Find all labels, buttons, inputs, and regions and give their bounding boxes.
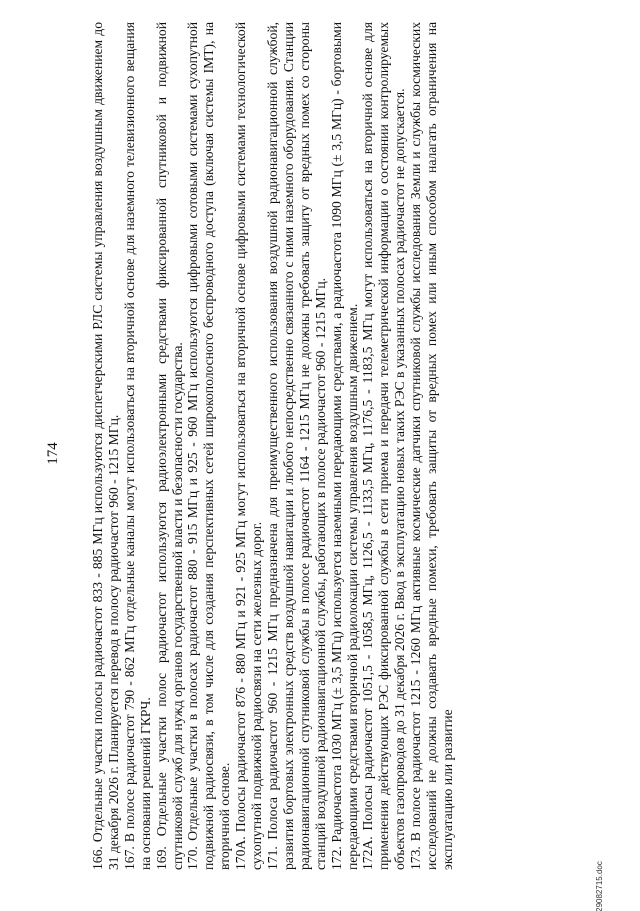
paragraph-170: 170. Отдельные участки в полосах радиочастот 880 - 915 МГц и 925 - 960 МГц используются цифровыми сотовыми системами сухопутной подвижной радиосвязи, в том числе для создания перспективных сетей широкополосного беспроводного доступа (включая системы IMT), на вторичной основе. xyxy=(185,22,233,870)
paragraph-172: 172. Радиочастота 1030 МГц (± 3,5 МГц) используется наземными передающими средствами, а радиочастота 1090 МГц (± 3,5 МГц) - бортовыми передающими средствами вторичной радиолокации системы управления воздушным движением. xyxy=(328,22,360,870)
text-block xyxy=(90,22,593,870)
page-number: 174 xyxy=(44,441,61,465)
paragraph-171: 171. Полоса радиочастот 960 - 1215 МГц предназначена для преимущественного использования воздушной радионавигационной службой, развития бортовых электронных средств воздушной навигации и любого непосредственно связанного с ними наземного оборудования. Станции радионавигационной спутниковой службы в полосе радиочастот 1164 - 1215 МГц не должны требовать защиту от вредных помех со стороны станций воздушной радионавигационной службы, работающих в полосе радиочастот 960 - 1215 МГц. xyxy=(264,22,328,870)
document-id: 29082715.doc xyxy=(594,860,604,911)
paragraph-169: 169. Отдельные участки полос радиочастот используются радиоэлектронными средствами фиксированной спутниковой и подвижной спутниковой служб для нужд органов государственной власти и безопасности государства. xyxy=(153,22,185,870)
paragraph-170a: 170А. Полосы радиочастот 876 - 880 МГц и 921 - 925 МГц могут использоваться на вторичной основе цифровыми системами технологической сухопутной подвижной радиосвязи на сети железных дорог. xyxy=(233,22,265,870)
paragraph-172a: 172А. Полосы радиочастот 1051,5 - 1058,5 МГц, 1126,5 - 1133,5 МГц, 1176,5 - 1183,5 МГц могут использоваться на вторичной основе для применения действующих РЭС фиксированной службы в сети приема и передачи телеметрической информации о состоянии контролируемых объектов газопроводов до 31 декабря 2026 г. Ввод в эксплуатацию новых таких РЭС в указанных полосах радиочастот не допускается. xyxy=(360,22,408,870)
paragraph-173: 173. В полосе радиочастот 1215 - 1260 МГц активные космические датчики спутниковой службы исследования Земли и службы космических исследований не должны создавать вредные помехи, требовать защиты от вредных помех или иным способом налагать ограничения на эксплуатацию или развитие xyxy=(408,22,455,870)
paragraph-166: 166. Отдельные участки полосы радиочастот 833 - 885 МГц используются диспетчерскими РЛС системы управления воздушным движением до 31 декабря 2026 г. Планируется перевод в полосу радиочастот 960 - 1215 МГц. xyxy=(90,22,121,870)
paragraph-167: 167. В полосе радиочастот 790 - 862 МГц отдельные каналы могут использоваться на вторичной основе для наземного телевизионного вещания на основании решений ГКРЧ. xyxy=(121,22,153,870)
rotated-text-body xyxy=(90,22,593,870)
